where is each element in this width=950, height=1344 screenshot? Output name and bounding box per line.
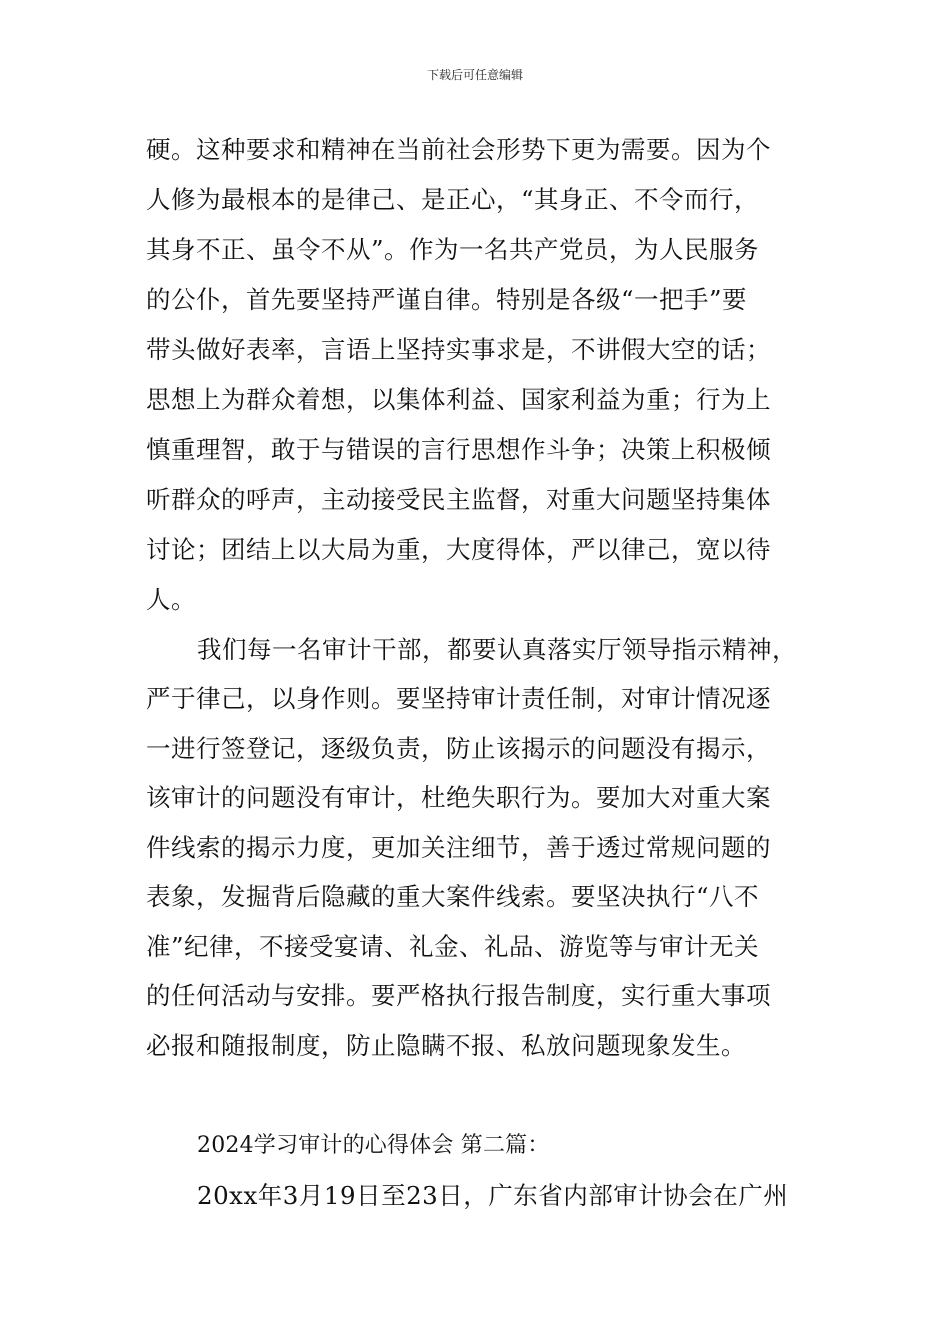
paragraph-line: 人。 bbox=[146, 585, 196, 614]
paragraph-line: 20xx年3月19日至23日，广东省内部审计协会在广州 bbox=[197, 1181, 789, 1210]
paragraph-line: 该审计的问题没有审计，杜绝失职行为。要加大对重大案 bbox=[146, 783, 771, 812]
paragraph-line: 件线索的揭示力度，更加关注细节，善于透过常规问题的 bbox=[146, 833, 771, 862]
paragraph-line: 硬。这种要求和精神在当前社会形势下更为需要。因为个 bbox=[146, 135, 771, 164]
paragraph-line: 必报和随报制度，防止隐瞒不报、私放问题现象发生。 bbox=[146, 1031, 746, 1060]
paragraph-line: 带头做好表率，言语上坚持实事求是，不讲假大空的话； bbox=[146, 335, 771, 364]
paragraph-line: 慎重理智，敢于与错误的言行思想作斗争；决策上积极倾 bbox=[146, 435, 771, 464]
paragraph-line: 准”纪律，不接受宴请、礼金、礼品、游览等与审计无关 bbox=[146, 932, 760, 961]
paragraph-line: 思想上为群众着想，以集体利益、国家利益为重；行为上 bbox=[146, 385, 771, 414]
paragraph-line: 的公仆，首先要坚持严谨自律。特别是各级“一把手”要 bbox=[146, 285, 748, 314]
page-header: 下载后可任意编辑 bbox=[426, 68, 523, 82]
paragraph-line: 一进行签登记，逐级负责，防止该揭示的问题没有揭示， bbox=[146, 734, 771, 763]
paragraph-line: 其身不正、虽令不从”。作为一名共产党员，为人民服务 bbox=[146, 235, 760, 264]
paragraph-line: 的任何活动与安排。要严格执行报告制度，实行重大事项 bbox=[146, 981, 771, 1010]
section-title: 2024学习审计的心得体会 第二篇： bbox=[197, 1133, 550, 1158]
paragraph-line: 讨论；团结上以大局为重，大度得体，严以律己，宽以待 bbox=[146, 535, 771, 564]
paragraph-line: 人修为最根本的是律己、是正心，“其身正、不令而行， bbox=[146, 185, 760, 214]
paragraph-line: 我们每一名审计干部，都要认真落实厅领导指示精神， bbox=[197, 635, 797, 664]
paragraph-line: 听群众的呼声，主动接受民主监督，对重大问题坚持集体 bbox=[146, 485, 771, 514]
paragraph-line: 表象，发掘背后隐藏的重大案件线索。要坚决执行“八不 bbox=[146, 882, 760, 911]
paragraph-line: 严于律己，以身作则。要坚持审计责任制，对审计情况逐 bbox=[146, 684, 771, 713]
